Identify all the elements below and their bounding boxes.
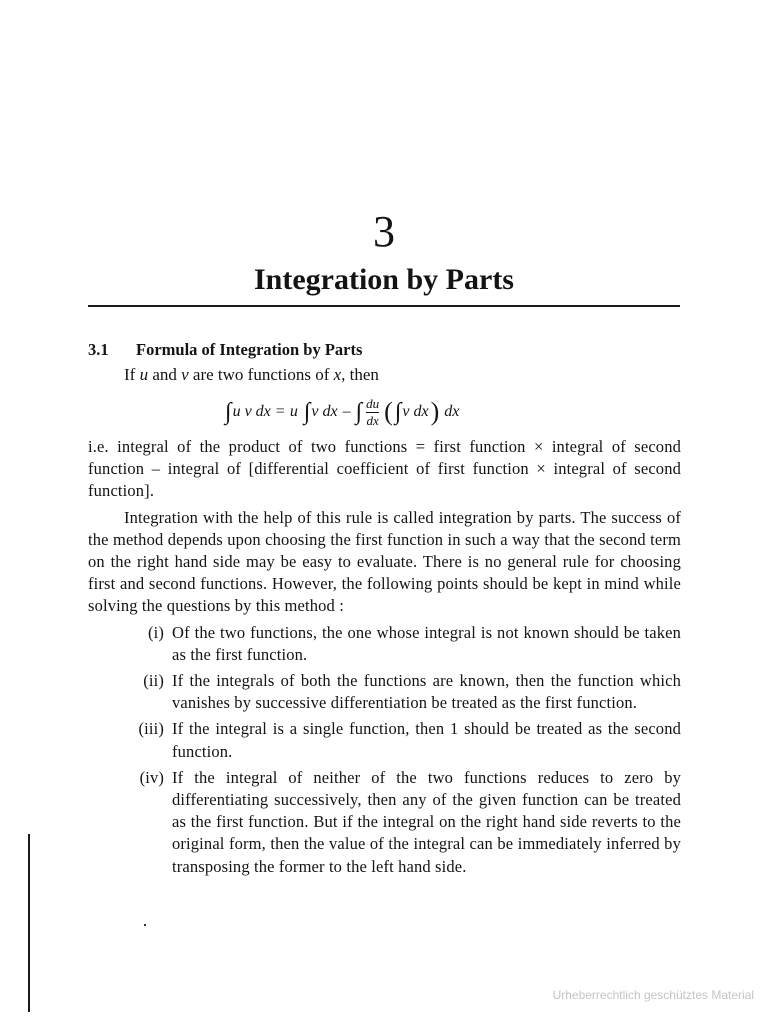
- section-heading: [88, 339, 362, 361]
- section-body: [88, 436, 681, 878]
- list-item-text: Of the two functions, the one whose integral is not known should be taken as the first function.: [172, 622, 681, 664]
- integral-sign: ∫: [394, 398, 402, 425]
- close-paren: ): [430, 397, 440, 426]
- list-item: [88, 767, 681, 878]
- derivative-fraction: [366, 397, 379, 428]
- minus-sign: –: [342, 403, 351, 420]
- paragraph-method: Integration with the help of this rule is called integration by parts. The success of the method depends upon choosing the first function in such a way that the second term on the right hand side may be easy to evaluate. There is no general rule for choosing first and second functions. However, the following points should be kept in mind while solving the questions by this method :: [88, 507, 681, 616]
- list-item: [88, 718, 681, 762]
- list-marker: (iv): [139, 767, 164, 787]
- copyright-watermark: Urheberrechtlich geschütztes Material: [552, 988, 754, 1002]
- integration-by-parts-formula: [225, 392, 459, 432]
- scan-margin-line: [28, 834, 30, 1012]
- list-marker: (i): [147, 622, 164, 642]
- integral-sign: ∫: [225, 398, 232, 425]
- scan-speck: [144, 924, 146, 926]
- formula-u: u: [289, 403, 298, 420]
- chapter-number: 3: [373, 207, 395, 256]
- formula-lhs: u v dx: [232, 403, 271, 420]
- list-item-text: If the integrals of both the functions are known, then the function which vanishes by successive differentiation be treated as the first function.: [172, 671, 681, 713]
- section-number: 3.1: [88, 340, 109, 359]
- equals-sign: =: [275, 403, 285, 420]
- intro-text: If: [124, 365, 140, 384]
- var-u: u: [139, 365, 149, 384]
- list-item: [88, 622, 681, 666]
- chapter-title: Integration by Parts: [254, 263, 514, 296]
- list-item-text: If the integral of neither of the two functions reduces to zero by differentiating successively, then any of the given function can be treated as the first function. But if the integral on the right hand side reverts to the original form, then the value of the integral can be immediately inferred by transposing the former to the left hand side.: [172, 767, 681, 876]
- list-marker: (ii): [143, 671, 164, 691]
- fraction-denominator: dx: [366, 412, 379, 428]
- list-item-text: If the integral is a single function, then 1 should be treated as the second function.: [172, 719, 681, 761]
- title-divider: [88, 305, 680, 307]
- var-v: v: [181, 365, 189, 384]
- intro-text: and: [148, 365, 182, 384]
- integral-sign: ∫: [355, 398, 363, 425]
- section-title: Formula of Integration by Parts: [136, 340, 363, 359]
- intro-line: [124, 362, 379, 388]
- list-item: [88, 670, 681, 714]
- list-marker: (iii): [138, 719, 164, 739]
- intro-text: are two functions of: [188, 365, 334, 384]
- integral-sign: ∫: [303, 398, 311, 425]
- intro-text: , then: [341, 365, 379, 384]
- formula-tail: dx: [444, 403, 460, 420]
- rule-list: [88, 622, 681, 878]
- paragraph-definition: i.e. integral of the product of two functions = first function × integral of second function – integral of [differential coefficient of first function × integral of second function].: [88, 437, 681, 501]
- fraction-numerator: du: [366, 395, 380, 411]
- open-paren: (: [384, 397, 393, 426]
- var-x: x: [333, 365, 342, 384]
- formula-term1: v dx: [311, 403, 338, 420]
- formula-inner: v dx: [402, 403, 429, 420]
